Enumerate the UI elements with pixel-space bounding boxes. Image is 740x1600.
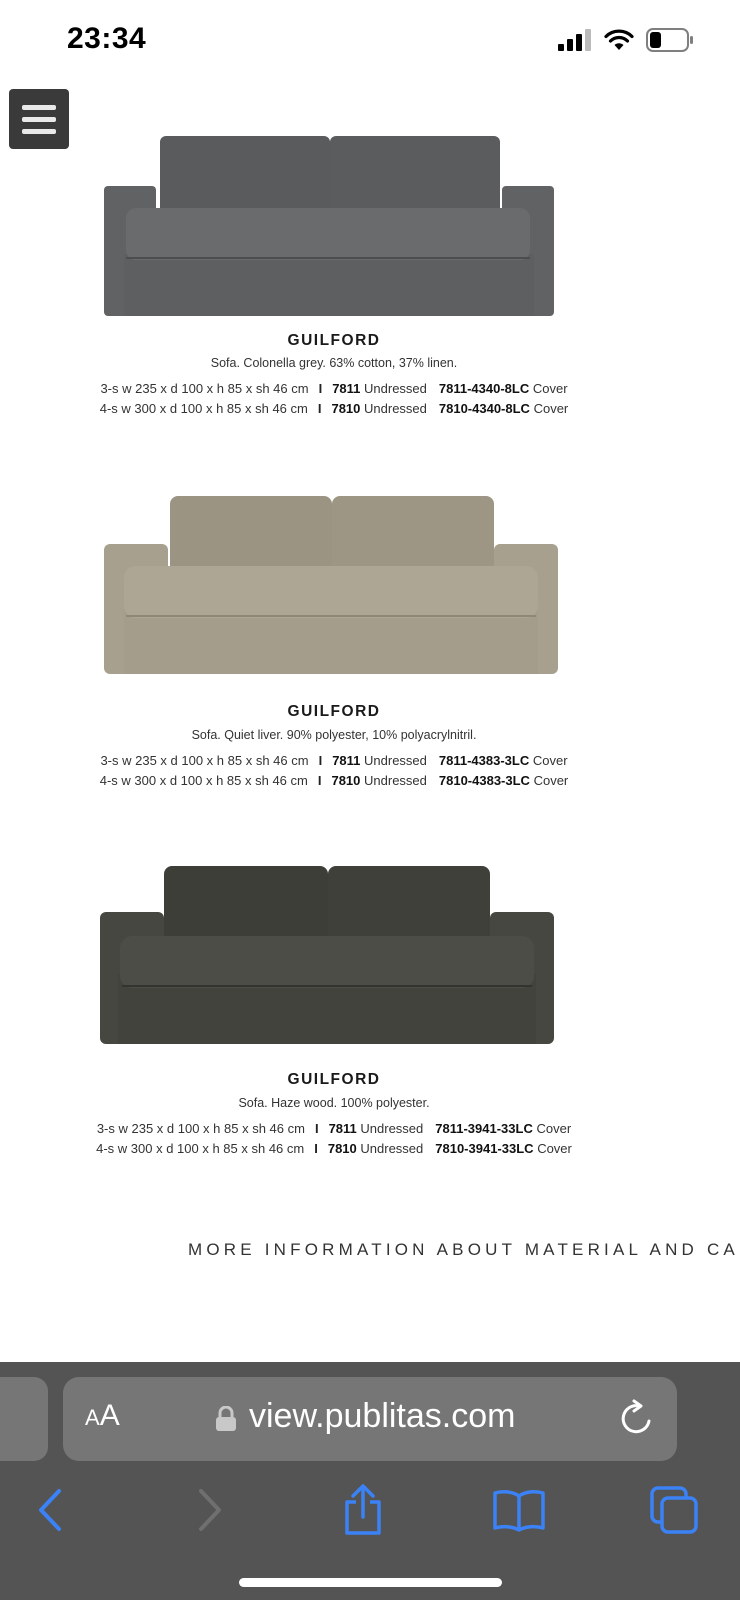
forward-button[interactable] (180, 1480, 240, 1540)
home-indicator[interactable] (239, 1578, 502, 1587)
lock-icon (215, 1406, 237, 1432)
product-title: GUILFORD (287, 1071, 381, 1088)
browser-toolbar (0, 1362, 740, 1600)
product-description: Sofa. Colonella grey. 63% cotton, 37% linen. (210, 356, 458, 370)
chevron-left-icon (35, 1488, 65, 1532)
bookmarks-button[interactable] (489, 1480, 549, 1540)
wifi-icon (604, 29, 634, 51)
sofa-image (104, 494, 558, 676)
previous-tab-preview[interactable] (0, 1377, 48, 1461)
product-description: Sofa. Haze wood. 100% polyester. (238, 1096, 430, 1110)
book-icon (492, 1488, 546, 1532)
battery-icon (646, 28, 694, 52)
spec-row: 3-s w 235 x d 100 x h 85 x sh 46 cm I 7811 Undressed 7811-4383-3LC Cover (100, 753, 568, 768)
signal-icon (558, 29, 592, 51)
spec-row: 4-s w 300 x d 100 x h 85 x sh 46 cm I 7810 Undressed 7810-4340-8LC Cover (99, 401, 569, 416)
spec-row: 4-s w 300 x d 100 x h 85 x sh 46 cm I 7810 Undressed 7810-4383-3LC Cover (99, 773, 569, 788)
reload-icon[interactable] (619, 1399, 655, 1437)
spec-row: 4-s w 300 x d 100 x h 85 x sh 46 cm I 7810 Undressed 7810-3941-33LC Cover (96, 1141, 572, 1156)
url-text[interactable]: view.publitas.com (249, 1397, 516, 1435)
status-time: 23:34 (67, 22, 147, 55)
spec-row: 3-s w 235 x d 100 x h 85 x sh 46 cm I 7811 Undressed 7811-3941-33LC Cover (96, 1121, 572, 1136)
product-title: GUILFORD (287, 332, 381, 349)
text-size-button[interactable]: AA (85, 1399, 120, 1432)
share-button[interactable] (333, 1480, 393, 1540)
more-information-link[interactable]: MORE INFORMATION ABOUT MATERIAL AND CA (188, 1240, 739, 1259)
tabs-icon (650, 1486, 700, 1534)
sofa-image (104, 134, 554, 318)
address-bar[interactable] (63, 1377, 677, 1461)
sofa-image (100, 866, 554, 1046)
product-title: GUILFORD (287, 703, 381, 720)
spec-row: 3-s w 235 x d 100 x h 85 x sh 46 cm I 7811 Undressed 7811-4340-8LC Cover (100, 381, 568, 396)
share-icon (341, 1484, 385, 1536)
chevron-right-icon (195, 1488, 225, 1532)
product-description: Sofa. Quiet liver. 90% polyester, 10% polyacrylnitril. (191, 728, 477, 742)
back-button[interactable] (20, 1480, 80, 1540)
status-bar (0, 0, 740, 84)
tabs-button[interactable] (645, 1480, 705, 1540)
status-icons (558, 28, 694, 52)
menu-button[interactable] (9, 89, 69, 149)
hamburger-menu-icon (22, 105, 56, 110)
navigation-toolbar (0, 1472, 740, 1552)
